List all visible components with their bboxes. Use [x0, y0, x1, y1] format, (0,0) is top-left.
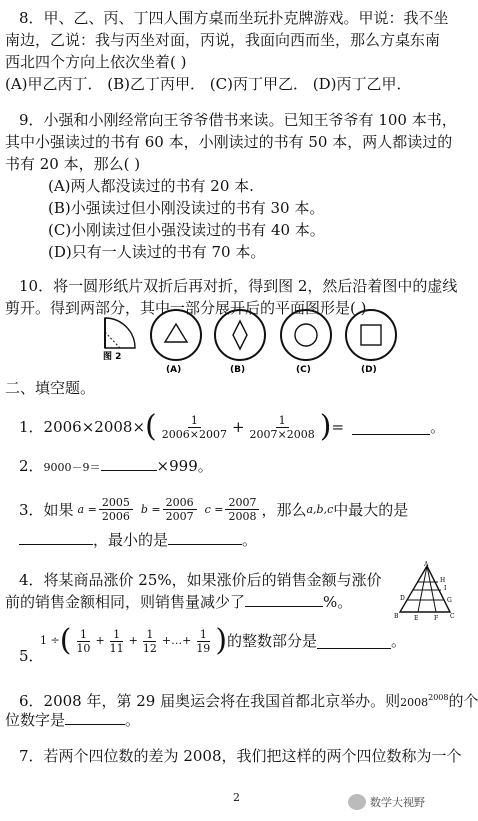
fill-1-right-paren: ): [319, 409, 332, 444]
q9-option-b: (B)小强读过但小刚没读过的书有 30 本。: [48, 199, 325, 217]
fill-6-text-end: 的个: [448, 692, 478, 710]
fill-3-min-blank[interactable]: [168, 530, 242, 545]
fill-5-frac-4-den: 19: [196, 641, 211, 655]
fill-6-line2-end: 。: [125, 711, 141, 729]
fill-5-dots: +…+: [161, 634, 192, 647]
fill-5-frac-3: [140, 628, 160, 655]
fill-3-b-den: 2007: [165, 510, 194, 523]
tri-label-g: G: [447, 597, 452, 604]
fill-3-a-num: 2005: [99, 496, 133, 510]
triangle-figure: [392, 560, 458, 622]
fill-5-left-paren: (: [59, 623, 72, 658]
fill-5-frac-4-num: 1: [197, 628, 210, 642]
option-c-figure: [276, 308, 336, 376]
fill-3-prefix: 3．如果: [19, 500, 74, 519]
q8-options: (A)甲乙丙丁． (B)乙丁丙甲． (C)丙丁甲乙． (D)丙丁乙甲．: [5, 75, 412, 93]
option-d-label: (D): [361, 365, 377, 375]
fill-5-frac-2: [107, 628, 127, 655]
fill-1-left-paren: (: [145, 409, 157, 444]
fill-4-line2-text: 前的销售金额相同，则销售量减少了: [5, 593, 246, 611]
wechat-icon: [348, 794, 366, 810]
q9-line2: 其中小强读过的书有 60 本，小刚读过的书有 50 本，两人都读过的: [5, 133, 453, 151]
fill-2: [19, 456, 213, 478]
fill-3-c-num: 2007: [225, 496, 259, 510]
fill-1-answer-blank[interactable]: [352, 420, 430, 435]
tri-label-i: I: [444, 585, 447, 592]
fill-6-text: 6．2008 年，第 29 届奥运会将在我国首都北京举办。则: [19, 692, 401, 710]
q9-line3: 书有 20 本，那么( ): [5, 155, 141, 173]
tri-label-h: H: [440, 577, 446, 584]
q9-line1: 9．小强和小刚经常向王爷爷借书来读。已知王爷爷有 100 本书，: [19, 111, 457, 129]
fill-1-frac-1-num: 1: [188, 414, 201, 428]
fill-6-base: 2008: [400, 696, 429, 709]
option-b-figure: [210, 308, 270, 376]
fill-2-answer-blank[interactable]: [101, 456, 157, 471]
q9-option-a: (A)两人都没读过的书有 20 本.: [48, 177, 254, 195]
fill-1-frac-2: [247, 414, 318, 441]
fill-3-line1: [19, 496, 408, 523]
figure-2-quarter-circle: [100, 310, 140, 360]
fill-3-line2: [19, 530, 257, 550]
fill-1-equals: =: [331, 418, 345, 436]
option-a-label: (A): [166, 365, 182, 375]
fill-1-end: 。: [430, 418, 446, 436]
fill-3-a-label: a =: [77, 502, 97, 516]
fill-1-frac-1-den: 2006×2007: [161, 427, 227, 441]
fill-5-lead: 1 ÷: [40, 634, 60, 647]
fill-3-a-den: 2006: [101, 510, 130, 523]
q10-line1: 10．将一圆形纸片双折后再对折，得到图 2，然后沿着图中的虚线: [19, 277, 458, 295]
fill-5-frac-4: [193, 628, 213, 655]
fill-3-mid: ，那么: [261, 500, 307, 519]
fill-3-c-den: 2008: [228, 510, 257, 523]
fill-3-line2-end: 。: [242, 531, 258, 549]
fill-5-frac-3-den: 12: [142, 641, 157, 655]
fill-4-answer-blank[interactable]: [245, 592, 323, 607]
fill-3-c-frac: [225, 496, 259, 523]
fill-3-a-frac: [99, 496, 133, 523]
tri-label-b: B: [394, 613, 399, 620]
fill-5-end: 。: [391, 632, 407, 650]
fill-5-frac-2-den: 11: [109, 641, 124, 655]
fill-6-exponent: 2008: [428, 693, 449, 702]
fill-5-frac-3-num: 1: [143, 628, 156, 642]
q8-line1: 8．甲、乙、丙、丁四人围方桌而坐玩扑克牌游戏。甲说：我不坐: [19, 9, 449, 27]
option-a-figure: [146, 308, 206, 376]
q10-line2: 剪开。得到两部分，其中一部分展开后的平面图形是( ): [5, 299, 367, 317]
fill-5-number: 5．: [19, 647, 44, 665]
fill-3-line2-mid: ，最小的是: [93, 531, 169, 549]
fill-4-line1: 4．将某商品涨价 25%，如果涨价后的销售金额与涨价: [19, 571, 382, 589]
q8-line2: 南边，乙说：我与丙坐对面，丙说，我面向西而坐，那么方桌东南: [5, 31, 441, 49]
q8-line3: 西北四个方向上依次坐着( ): [5, 53, 187, 71]
fill-3-b-frac: [163, 496, 197, 523]
fill-3-b-label: b =: [140, 502, 161, 516]
fill-5-tail: 的整数部分是: [227, 632, 318, 650]
fill-4-line2: [5, 592, 352, 612]
tri-label-e: E: [414, 615, 419, 622]
fill-5-expr: 1 ÷ ( $\frac{1}{10}$ + $\frac{1}{11}$ + $\frac{1}{12}$ +…+ $\frac{1}{19}$ ) 的整数部分是 。: [40, 623, 407, 658]
fill-6-line2: [5, 710, 140, 730]
fill-1-frac-2-num: 1: [276, 414, 289, 428]
fill-3-c-label: c =: [204, 502, 224, 516]
fill-5-right-paren: ): [215, 623, 228, 658]
option-c-label: (C): [296, 365, 311, 375]
watermark-text: 数学大视野: [370, 796, 425, 809]
fill-6-line2-text: 位数字是: [5, 711, 66, 729]
fill-6-answer-blank[interactable]: [65, 710, 125, 725]
fill-2-prefix: 2．: [19, 457, 44, 475]
fill-1-prefix: 1．2006×2008×: [19, 418, 146, 436]
fill-3-b-num: 2006: [163, 496, 197, 510]
fill-3-vars: a,b,c: [306, 502, 334, 516]
fill-5-frac-1: [73, 628, 93, 655]
option-b-label: (B): [230, 365, 246, 375]
page-number: 2: [233, 791, 240, 804]
section-heading: 二、填空题。: [5, 379, 96, 397]
fill-3-max-blank[interactable]: [19, 530, 93, 545]
fill-5-frac-1-num: 1: [77, 628, 90, 642]
figure-2-label: 图 2: [103, 352, 122, 360]
tri-label-c: C: [450, 613, 455, 620]
fill-4-line2-end: %。: [323, 593, 353, 611]
fill-1-frac-1: [159, 414, 230, 441]
fill-1: [19, 409, 446, 444]
fill-2-suffix: ×999。: [156, 457, 213, 475]
q9-option-d: (D)只有一人读过的书有 70 本。: [48, 243, 266, 261]
fill-3-tail: 中最大的是: [333, 500, 409, 519]
q9-option-c: (C)小刚读过但小强没读过的书有 40 本。: [48, 221, 325, 239]
option-d-figure: [341, 308, 401, 376]
fill-1-plus: +: [231, 418, 245, 436]
tri-label-f: F: [434, 615, 439, 622]
tri-label-a: A: [424, 561, 429, 568]
fill-7-line1: 7．若两个四位数的差为 2008，我们把这样的两个四位数称为一个: [19, 747, 462, 765]
watermark: [348, 794, 425, 810]
fill-5-frac-1-den: 10: [76, 641, 91, 655]
fill-1-frac-2-den: 2007×2008: [249, 427, 315, 441]
fill-5-answer-blank[interactable]: [317, 634, 391, 649]
fill-2-expr: 9000－9＝: [43, 461, 101, 474]
fill-5-frac-2-num: 1: [110, 628, 123, 642]
tri-label-d: D: [400, 595, 405, 602]
